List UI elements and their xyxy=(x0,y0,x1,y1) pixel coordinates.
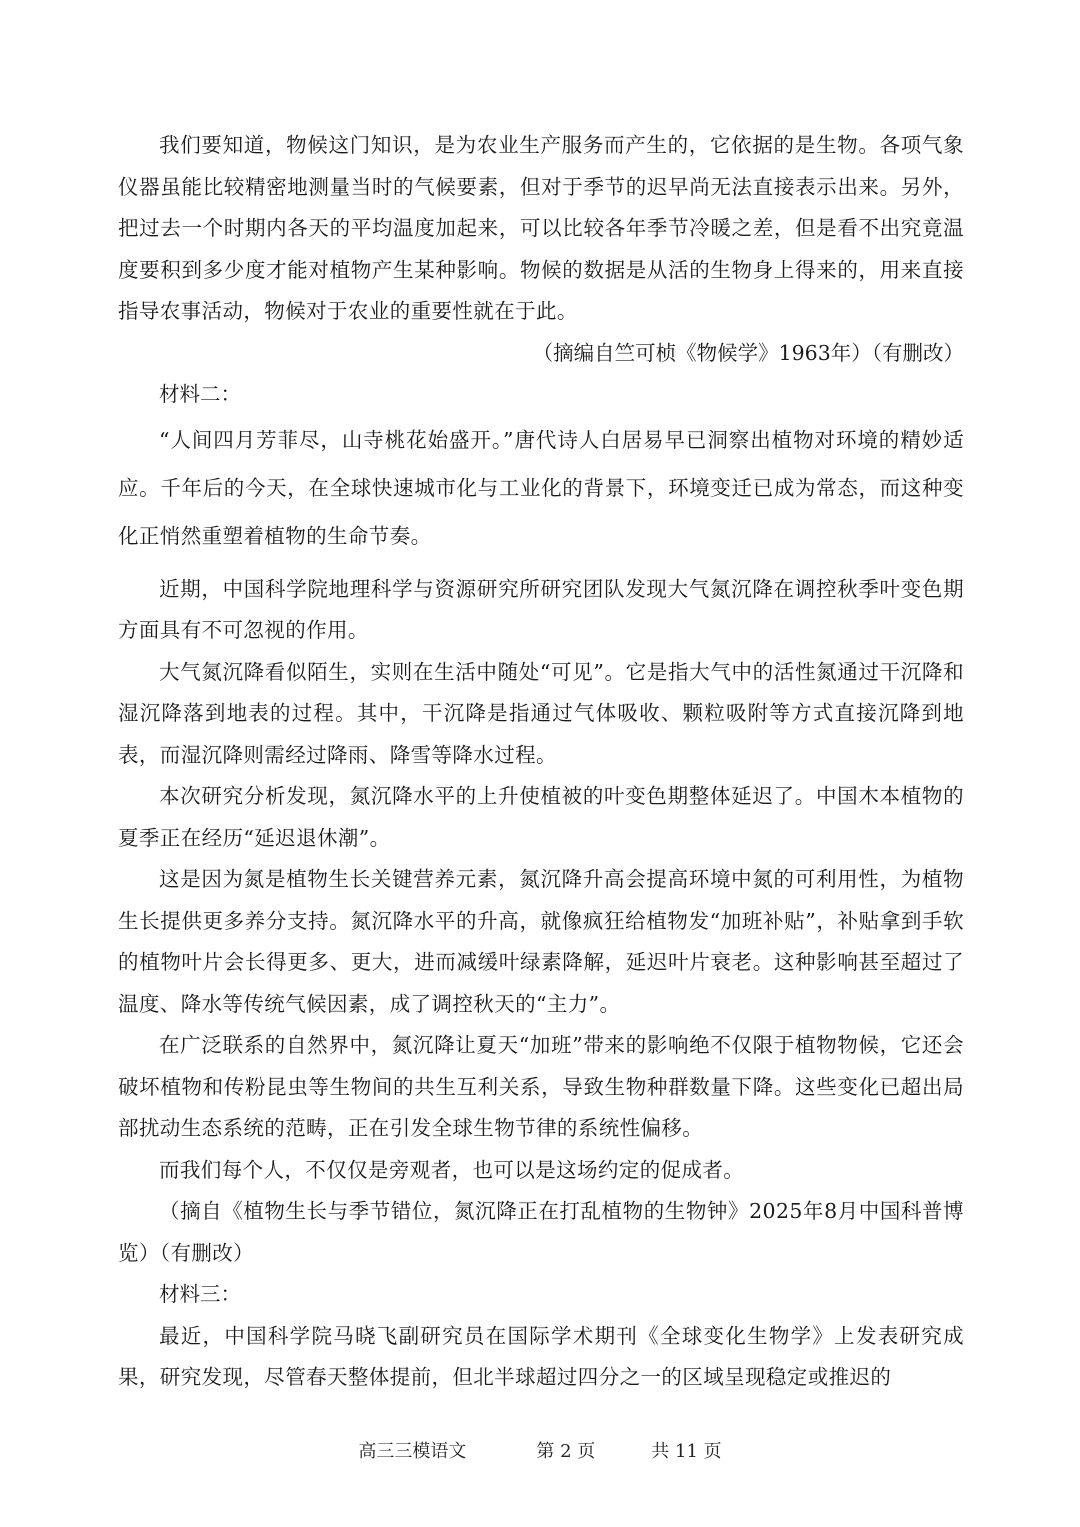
material1-paragraph: 我们要知道，物候这门知识，是为农业生产服务而产生的，它依据的是生物。各项气象仪器虽能比较精密地测量当时的气候要素，但对于季节的迟早尚无法直接表示出来。另外，把过去一个时期内各天的平均温度加起来，可以比较各年季节冷暖之差，但是看不出究竟温度要积到多少度才能对植物产生某种影响。物候的数据是从活的生物身上得来的，用来直接指导农事活动，物候对于农业的重要性就在于此。 xyxy=(118,133,964,323)
material2-paragraph: 近期，中国科学院地理科学与资源研究所研究团队发现大气氮沉降在调控秋季叶变色期方面具有不可忽视的作用。 xyxy=(118,576,964,642)
material2-intro: “人间四月芳菲尽，山寺桃花始盛开。”唐代诗人白居易早已洞察出植物对环境的精妙适应。千年后的今天，在全球快速城市化与工业化的背景下，环境变迁已成为常态，而这种变化正悄然重塑着植物的生命节奏。 xyxy=(118,427,964,548)
material2-source: （摘自《植物生长与季节错位，氮沉降正在打乱植物的生物钟》2025年8月中国科普博览）（有删改） xyxy=(118,1199,964,1265)
spacer xyxy=(118,560,964,569)
page-content xyxy=(118,125,964,1399)
material2-paragraph: 大气氮沉降看似陌生，实则在生活中随处“可见”。它是指大气中的活性氮通过干沉降和湿沉降落到地表的过程。其中，干沉降是指通过气体吸收、颗粒吸附等方式直接沉降到地表，而湿沉降则需经过降雨、降雪等降水过程。 xyxy=(118,659,964,767)
material1-source: （摘编自竺可桢《物候学》1963年）（有删改） xyxy=(532,340,964,365)
material3-heading: 材料三： xyxy=(159,1282,241,1306)
material3-paragraph: 最近，中国科学院马晓飞副研究员在国际学术期刊《全球变化生物学》上发表研究成果，研究发现，尽管春天整体提前，但北半球超过四分之一的区域呈现稳定或推迟的 xyxy=(118,1323,964,1389)
material2-heading: 材料二： xyxy=(159,382,241,406)
material2-paragraph: 这是因为氮是植物生长关键营养元素，氮沉降升高会提高环境中氮的可利用性，为植物生长提供更多养分支持。氮沉降水平的升高，就像疯狂给植物发“加班补贴”，补贴拿到手软的植物叶片会长得更多、更大，进而减缓叶绿素降解，延迟叶片衰老。这种影响甚至超过了温度、降水等传统气候因素，成了调控秋天的“主力”。 xyxy=(118,867,964,1016)
material2-paragraph: 本次研究分析发现，氮沉降水平的上升使植被的叶变色期整体延迟了。中国木本植物的夏季正在经历“延迟退休潮”。 xyxy=(118,784,964,850)
material2-paragraph: 在广泛联系的自然界中，氮沉降让夏天“加班”带来的影响绝不仅限于植物物候，它还会破坏植物和传粉昆虫等生物间的共生互利关系，导致生物种群数量下降。这些变化已超出局部扰动生态系统的范畴，正在引发全球生物节律的系统性偏移。 xyxy=(118,1033,964,1140)
page-footer xyxy=(0,1437,1080,1463)
material2-paragraph: 而我们每个人，不仅仅是旁观者，也可以是这场约定的促成者。 xyxy=(159,1157,745,1182)
footer-total-pages: 共 11 页 xyxy=(651,1441,722,1462)
footer-page-number: 第 2 页 xyxy=(536,1441,596,1462)
footer-subject: 高三三模语文 xyxy=(358,1441,467,1462)
